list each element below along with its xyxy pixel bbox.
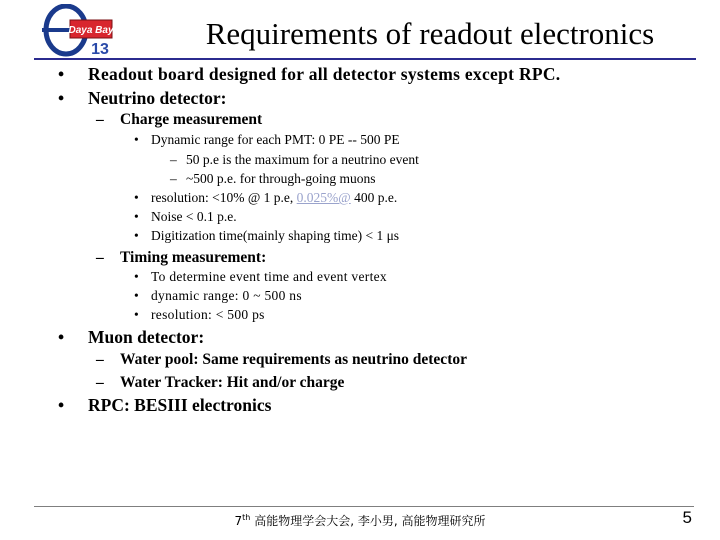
sub-bullet-timing: – Timing measurement: bbox=[96, 249, 267, 266]
item-muon-pe: – ~500 p.e. for through-going muons bbox=[170, 171, 376, 186]
bullet-dot: • bbox=[58, 88, 65, 108]
footer-text: 7th 高能物理学会大会, 李小男, 高能物理研究所 bbox=[234, 513, 486, 528]
bullet-dot: • bbox=[134, 269, 139, 284]
dash-marker: – bbox=[96, 351, 104, 368]
sub-bullet-water-pool: – Water pool: Same requirements as neutrino detector bbox=[96, 351, 467, 368]
bullet-dot: • bbox=[134, 228, 139, 243]
bullet-dot: • bbox=[134, 288, 139, 303]
bullet-dot: • bbox=[58, 327, 65, 347]
item-event-time: • To determine event time and event vertex bbox=[134, 269, 387, 284]
dash-marker: – bbox=[170, 171, 177, 186]
bullet-muon-detector: • Muon detector: bbox=[58, 327, 205, 347]
dash-marker: – bbox=[96, 249, 104, 266]
daya-bay-logo bbox=[28, 4, 128, 60]
dash-marker: – bbox=[96, 374, 104, 391]
bullet-rpc: • RPC: BESIII electronics bbox=[58, 395, 272, 415]
item-digitization: • Digitization time(mainly shaping time) < 1 μs bbox=[134, 228, 400, 243]
bullet-dot: • bbox=[134, 307, 139, 322]
dash-marker: – bbox=[96, 111, 104, 128]
sub-bullet-charge: – Charge measurement bbox=[96, 111, 263, 128]
item-resolution: • resolution: <10% @ 1 p.e, 0.025%@ 400 p.e. bbox=[134, 190, 398, 205]
bullet-readout-board: • Readout board designed for all detector systems except RPC. bbox=[58, 64, 561, 84]
resolution-link[interactable]: 0.025%@ bbox=[296, 190, 351, 205]
title-divider bbox=[34, 58, 696, 60]
logo-number: 13 bbox=[91, 41, 109, 58]
bullet-neutrino-detector: • Neutrino detector: bbox=[58, 88, 227, 108]
logo-text: Daya Bay bbox=[68, 25, 114, 36]
item-timing-resolution: • resolution: < 500 ps bbox=[134, 307, 265, 322]
bullet-dot: • bbox=[134, 132, 139, 147]
bullet-dot: • bbox=[134, 190, 139, 205]
item-neutrino-max: – 50 p.e is the maximum for a neutrino event bbox=[170, 152, 419, 167]
item-dynamic-range: • Dynamic range for each PMT: 0 PE -- 500 PE bbox=[134, 132, 400, 147]
dash-marker: – bbox=[170, 152, 177, 167]
footer-divider bbox=[34, 506, 694, 507]
sub-bullet-water-tracker: – Water Tracker: Hit and/or charge bbox=[96, 374, 345, 391]
page-number: 5 bbox=[682, 508, 692, 527]
bullet-dot: • bbox=[58, 64, 65, 84]
bullet-dot: • bbox=[58, 395, 65, 415]
item-noise: • Noise < 0.1 p.e. bbox=[134, 209, 237, 224]
slide-title: Requirements of readout electronics bbox=[205, 16, 655, 51]
item-timing-range: • dynamic range: 0 ~ 500 ns bbox=[134, 288, 302, 303]
bullet-dot: • bbox=[134, 209, 139, 224]
